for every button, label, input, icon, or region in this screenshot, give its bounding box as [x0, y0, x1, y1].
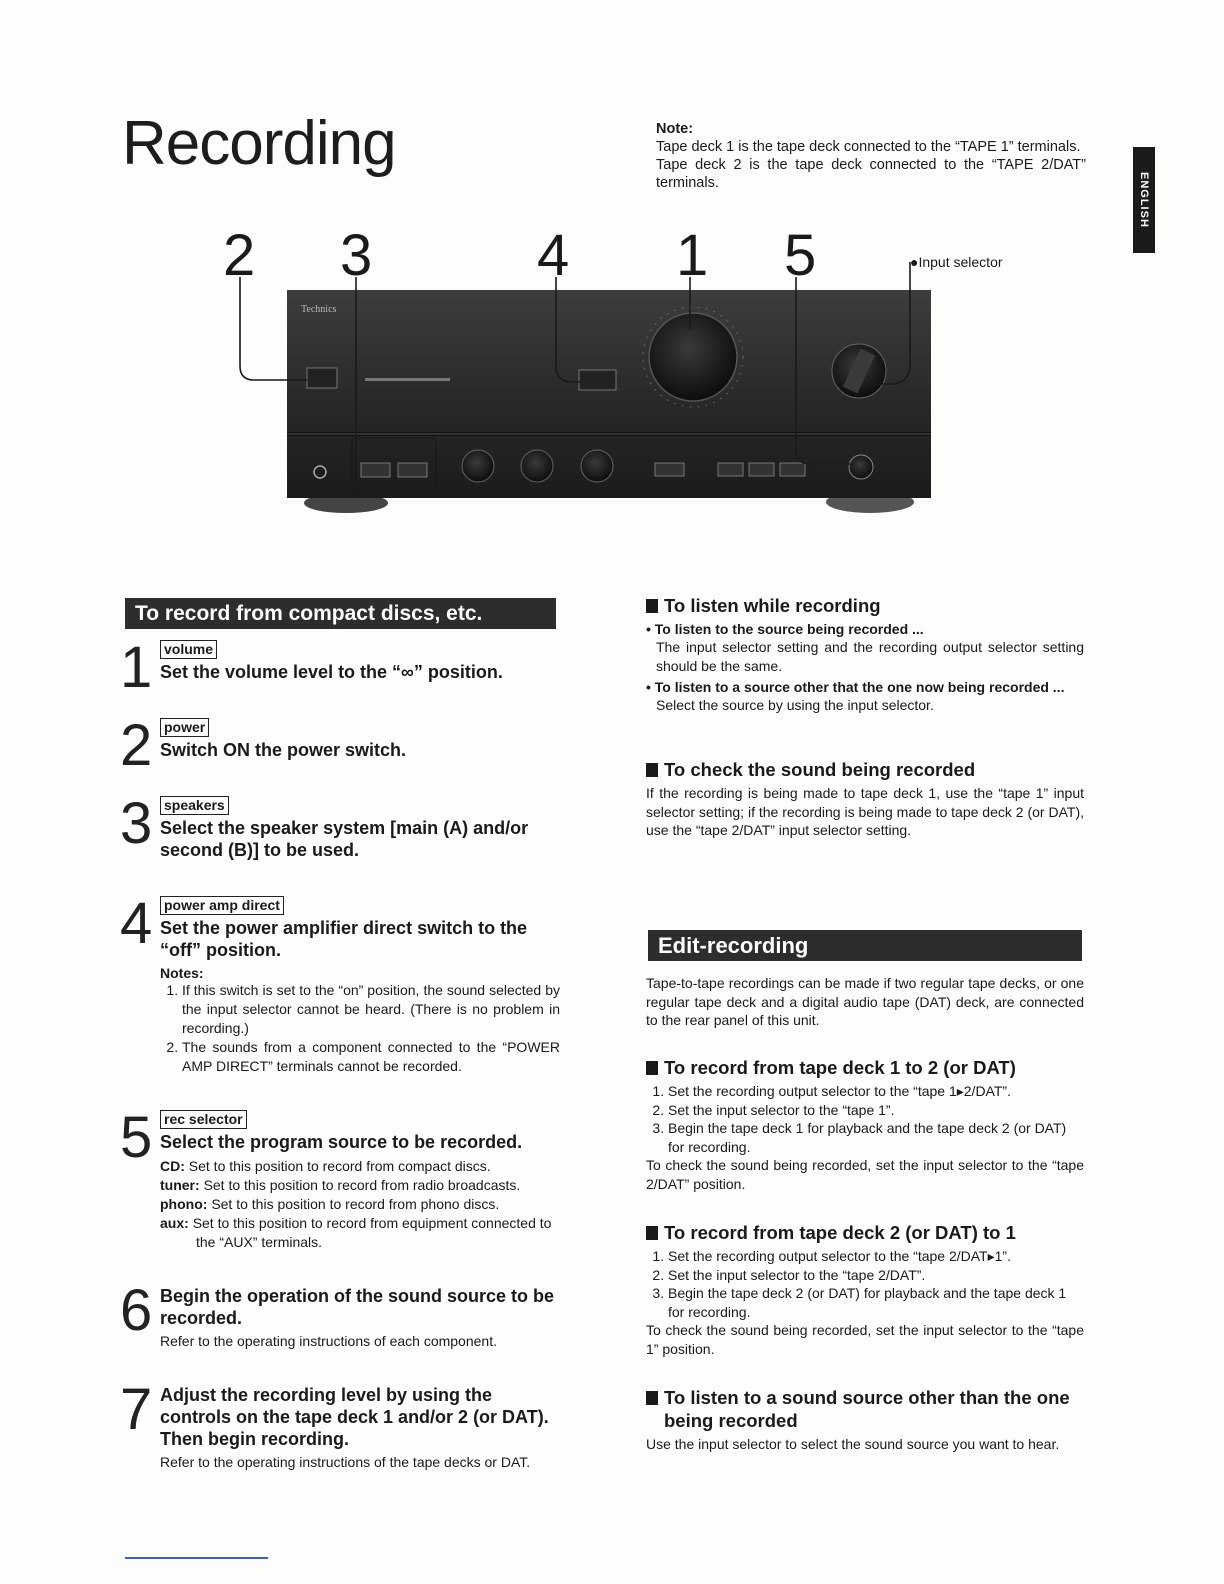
section-heading: To check the sound being recorded: [646, 758, 1084, 781]
procedure-list: [646, 1247, 1084, 1321]
note-item: 2. The sounds from a component connected to the “POWER AMP DIRECT” terminals cannot be recorded.: [182, 1038, 560, 1076]
step-number: 3: [120, 791, 153, 856]
paragraph: To check the sound being recorded, set the input selector to the “tape 1” position.: [646, 1322, 1084, 1357]
step-instruction: Select the speaker system [main (A) and/or second (B)] to be used.: [160, 818, 529, 860]
step-4: [120, 891, 560, 1076]
section-record-1-to-2: [646, 1056, 1084, 1193]
procedure-item: 2. Set the input selector to the “tape 2/DAT”.: [668, 1266, 1084, 1285]
control-name-box: power amp direct: [160, 896, 284, 915]
paragraph: If the recording is being made to tape deck 1, use the “tape 1” input selector setting; if the recording is being made to tape deck 2 (or DAT), use the “tape 2/DAT” input selector setting.: [646, 785, 1084, 838]
page-title: Recording: [122, 109, 396, 178]
procedure-item: 2. Set the input selector to the “tape 1”.: [668, 1101, 1084, 1120]
step-number: 2: [120, 713, 153, 778]
section-banner-compact-discs: To record from compact discs, etc.: [125, 598, 556, 629]
step-number: 5: [120, 1105, 153, 1170]
loudness-button: [655, 463, 684, 476]
procedure-item: 1. Set the recording output selector to the “tape 2/DAT▸1”.: [668, 1247, 1084, 1266]
step-6: [120, 1278, 560, 1351]
procedure-item: 1. Set the recording output selector to the “tape 1▸2/DAT”.: [668, 1082, 1084, 1101]
procedure-list: [646, 1082, 1084, 1156]
step-number: 7: [120, 1377, 153, 1442]
brand-logo: Technics: [301, 304, 337, 315]
balance-knob: [581, 450, 613, 482]
mode-button: [749, 463, 774, 476]
step-text: Refer to the operating instructions of each component.: [160, 1333, 497, 1349]
language-tab: ENGLISH: [1133, 147, 1155, 253]
paragraph: Tape-to-tape recordings can be made if two regular tape decks, or one regular tape deck and a digital audio tape (DAT) deck, are connected to the rear panel of this unit.: [646, 975, 1084, 1028]
callout-number: 3: [340, 223, 373, 288]
section-listen-other-source: [646, 1386, 1084, 1454]
speaker-a-button: [361, 463, 390, 477]
note-item: 1. If this switch is set to the “on” position, the sound selected by the input selector cannot be heard. (There is no problem in recording.): [182, 981, 560, 1038]
step-2: [120, 713, 560, 778]
section-heading: To listen to a sound source other than the one being recorded: [646, 1386, 1084, 1432]
step-instruction: Set the power amplifier direct switch to the “off” position.: [160, 918, 528, 960]
step-5: [120, 1105, 560, 1252]
step-number: 4: [120, 891, 153, 956]
note-line: Tape deck 2 is the tape deck connected to the “TAPE 2/DAT” terminals.: [656, 157, 1086, 191]
power-amp-direct-button: [579, 370, 616, 390]
definition-item: phono: Set to this position to record from phono discs.: [160, 1196, 500, 1212]
control-name-box: speakers: [160, 796, 229, 815]
paragraph: Select the source by using the input selector.: [656, 697, 934, 713]
section-heading: To record from tape deck 2 (or DAT) to 1: [646, 1221, 1084, 1244]
notes-list: [160, 981, 560, 1076]
procedure-item: 3. Begin the tape deck 2 (or DAT) for playback and the tape deck 1 for recording.: [668, 1284, 1084, 1321]
paragraph: To check the sound being recorded, set the input selector to the “tape 2/DAT” position.: [646, 1157, 1084, 1192]
note-heading: Note:: [656, 121, 694, 137]
step-7: [120, 1377, 560, 1472]
input-selector-label: ●Input selector: [910, 254, 1003, 270]
definition-item: tuner: Set to this position to record from radio broadcasts.: [160, 1177, 521, 1193]
notes-heading: Notes:: [160, 965, 204, 981]
callout-number: 2: [223, 223, 256, 288]
section-listen-while-recording: [646, 594, 1084, 715]
treble-knob: [521, 450, 553, 482]
sub-heading: • To listen to the source being recorded ...: [646, 621, 924, 637]
callout-number: 5: [784, 223, 817, 288]
power-button: [307, 368, 337, 388]
step-3: [120, 791, 560, 861]
mode-button: [780, 463, 805, 476]
section-check-sound: [646, 758, 1084, 840]
section-heading: To record from tape deck 1 to 2 (or DAT): [646, 1056, 1084, 1079]
note-line: Tape deck 1 is the tape deck connected to the “TAPE 1” terminals.: [656, 139, 1081, 155]
step-instruction: Set the volume level to the “∞” position.: [160, 662, 503, 682]
source-definitions: [160, 1157, 560, 1252]
section-heading: To listen while recording: [646, 594, 1084, 617]
control-name-box: power: [160, 718, 209, 737]
step-instruction: Begin the operation of the sound source to be recorded.: [160, 1286, 555, 1328]
callout-number: 1: [676, 223, 709, 288]
step-instruction: Select the program source to be recorded.: [160, 1132, 523, 1152]
amplifier-illustration: [0, 0, 1224, 600]
definition-item: CD: Set to this position to record from compact discs.: [160, 1158, 491, 1174]
step-number: 1: [120, 635, 153, 700]
mode-button: [718, 463, 743, 476]
bass-knob: [462, 450, 494, 482]
section-record-2-to-1: [646, 1221, 1084, 1358]
step-instruction: Switch ON the power switch.: [160, 740, 407, 760]
step-1: [120, 635, 560, 700]
edit-intro: [646, 974, 1084, 1030]
footer-rule: [125, 1557, 268, 1559]
speaker-b-button: [398, 463, 427, 477]
sub-heading: • To listen to a source other that the one now being recorded ...: [646, 679, 1065, 695]
paragraph: The input selector setting and the recording output selector setting should be the same.: [656, 639, 1084, 674]
volume-knob: [649, 313, 737, 401]
step-instruction: Adjust the recording level by using the controls on the tape deck 1 and/or 2 (or DAT). Then begin recording.: [160, 1385, 549, 1449]
callout-number: 4: [537, 223, 570, 288]
paragraph: Use the input selector to select the sound source you want to hear.: [646, 1436, 1060, 1452]
step-text: Refer to the operating instructions of the tape decks or DAT.: [160, 1454, 531, 1470]
procedure-item: 3. Begin the tape deck 1 for playback and the tape deck 2 (or DAT) for recording.: [668, 1119, 1084, 1156]
definition-item: aux: Set to this position to record from equipment connected to the “AUX” terminals.: [160, 1215, 552, 1250]
control-name-box: rec selector: [160, 1110, 247, 1129]
section-banner-edit-recording: Edit-recording: [648, 930, 1082, 961]
control-name-box: volume: [160, 640, 217, 659]
rec-selector-knob: [849, 455, 873, 479]
step-number: 6: [120, 1278, 153, 1343]
